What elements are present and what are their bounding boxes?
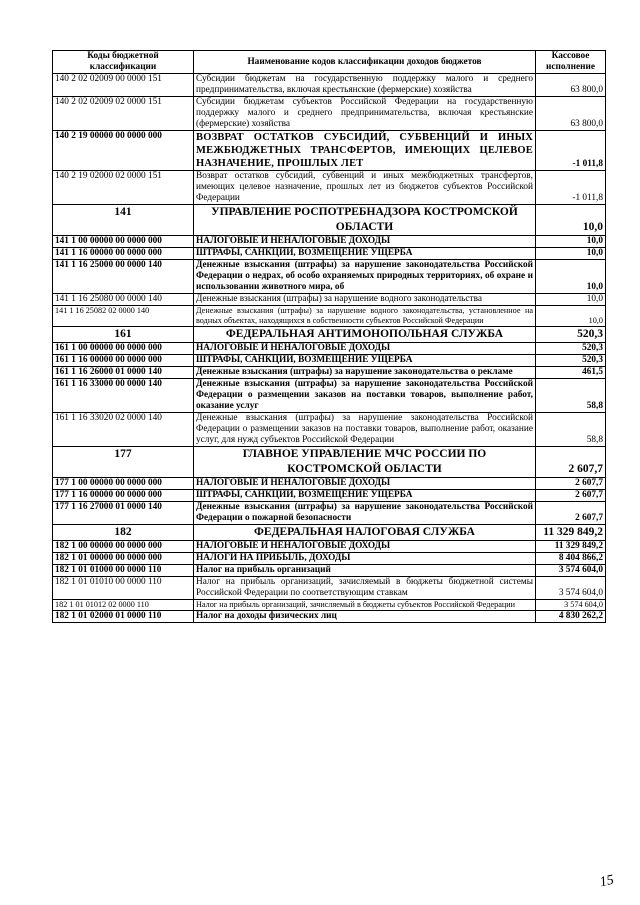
row-amount: 3 574 604,0 — [536, 565, 606, 577]
table-row — [53, 248, 606, 260]
row-name: ШТРАФЫ, САНКЦИИ, ВОЗМЕЩЕНИЕ УЩЕРБА — [194, 490, 536, 502]
row-amount: 2 607,7 — [536, 490, 606, 502]
row-amount: 3 574 604,0 — [536, 600, 606, 611]
row-name: Возврат остатков субсидий, субвенций и иных межбюджетных трансфертов, имеющих целевое назначение, прошлых лет из бюджетов субъектов Российской Федерации — [194, 171, 536, 205]
table-row — [53, 502, 606, 525]
table-row — [53, 327, 606, 343]
row-name: Субсидии бюджетам на государственную поддержку малого и среднего предпринимательства, включая крестьянские (фермерские) хозяйства — [194, 74, 536, 97]
row-amount: 8 404 866,2 — [536, 553, 606, 565]
row-amount: 10,0 — [536, 248, 606, 260]
row-amount: 11 329 849,2 — [536, 525, 606, 541]
row-name: Налог на прибыль организаций, зачисляемый в бюджеты субъектов Российской Федерации — [194, 600, 536, 611]
row-code: 141 1 16 25080 00 0000 140 — [53, 294, 194, 306]
row-amount: 10,0 — [536, 260, 606, 294]
row-name: ГЛАВНОЕ УПРАВЛЕНИЕ МЧС РОССИИ ПО КОСТРОМСКОЙ ОБЛАСТИ — [194, 447, 536, 478]
row-amount: 63 800,0 — [536, 97, 606, 131]
row-code: 182 1 01 01012 02 0000 110 — [53, 600, 194, 611]
row-code: 182 1 00 00000 00 0000 000 — [53, 541, 194, 553]
row-name: Налог на прибыль организаций — [194, 565, 536, 577]
row-name: Денежные взыскания (штрафы) за нарушение водного законодательства, установленное на водных объектах, находящихся в собственности субъектов Российской Федерации — [194, 306, 536, 327]
table-row — [53, 294, 606, 306]
row-amount: 2 607,7 — [536, 447, 606, 478]
row-code: 161 1 16 33000 00 0000 140 — [53, 379, 194, 413]
row-name: НАЛОГОВЫЕ И НЕНАЛОГОВЫЕ ДОХОДЫ — [194, 478, 536, 490]
row-name: Денежные взыскания (штрафы) за нарушение законодательства о рекламе — [194, 367, 536, 379]
row-code: 177 1 16 00000 00 0000 000 — [53, 490, 194, 502]
row-amount: 10,0 — [536, 205, 606, 236]
table-row — [53, 413, 606, 447]
row-amount: 2 607,7 — [536, 478, 606, 490]
row-code: 141 1 16 25000 00 0000 140 — [53, 260, 194, 294]
row-code: 182 1 01 01010 00 0000 110 — [53, 577, 194, 600]
row-name: УПРАВЛЕНИЕ РОСПОТРЕБНАДЗОРА КОСТРОМСКОЙ ОБЛАСТИ — [194, 205, 536, 236]
table-row — [53, 447, 606, 478]
row-amount: 520,3 — [536, 327, 606, 343]
budget-revenue-table — [52, 50, 606, 623]
row-code: 161 1 00 00000 00 0000 000 — [53, 343, 194, 355]
table-row — [53, 541, 606, 553]
table-row — [53, 490, 606, 502]
row-code: 140 2 19 00000 00 0000 000 — [53, 131, 194, 171]
table-row — [53, 171, 606, 205]
row-name: НАЛОГОВЫЕ И НЕНАЛОГОВЫЕ ДОХОДЫ — [194, 343, 536, 355]
table-row — [53, 553, 606, 565]
row-code: 141 — [53, 205, 194, 236]
row-code: 182 1 01 00000 00 0000 000 — [53, 553, 194, 565]
row-code: 140 2 02 02009 00 0000 151 — [53, 74, 194, 97]
table-body — [53, 74, 606, 623]
table-row — [53, 611, 606, 623]
row-amount: 3 574 604,0 — [536, 577, 606, 600]
row-name: ВОЗВРАТ ОСТАТКОВ СУБСИДИЙ, СУБВЕНЦИЙ И ИНЫХ МЕЖБЮДЖЕТНЫХ ТРАНСФЕРТОВ, ИМЕЮЩИХ ЦЕЛЕВОЕ НАЗНАЧЕНИЕ, ПРОШЛЫХ ЛЕТ — [194, 131, 536, 171]
header-code: Коды бюджетной классификации — [53, 51, 194, 74]
row-code: 177 1 00 00000 00 0000 000 — [53, 478, 194, 490]
table-row — [53, 343, 606, 355]
row-code: 182 1 01 01000 00 0000 110 — [53, 565, 194, 577]
row-amount: 10,0 — [536, 236, 606, 248]
table-header — [53, 51, 606, 74]
row-name: Денежные взыскания (штрафы) за нарушение водного законодательства — [194, 294, 536, 306]
row-amount: 58,8 — [536, 379, 606, 413]
header-amount: Кассовое исполнение — [536, 51, 606, 74]
row-name: Налог на прибыль организаций, зачисляемый в бюджеты бюджетной системы Российской Федерации по соответствующим ставкам — [194, 577, 536, 600]
table-row — [53, 367, 606, 379]
row-name: Денежные взыскания (штрафы) за нарушение законодательства Российской Федерации о размещении заказов на поставки товаров, выполнение работ, оказание услуг — [194, 379, 536, 413]
row-code: 182 — [53, 525, 194, 541]
row-code: 140 2 02 02009 02 0000 151 — [53, 97, 194, 131]
table-row — [53, 260, 606, 294]
row-amount: 63 800,0 — [536, 74, 606, 97]
table-row — [53, 379, 606, 413]
row-code: 141 1 00 00000 00 0000 000 — [53, 236, 194, 248]
table-row — [53, 525, 606, 541]
row-amount: 2 607,7 — [536, 502, 606, 525]
row-code: 161 1 16 33020 02 0000 140 — [53, 413, 194, 447]
row-amount: -1 011,8 — [536, 131, 606, 171]
row-amount: 58,8 — [536, 413, 606, 447]
row-amount: 4 830 262,2 — [536, 611, 606, 623]
page-number: 15 — [598, 872, 616, 891]
table-row — [53, 74, 606, 97]
table-row — [53, 565, 606, 577]
table-row — [53, 355, 606, 367]
table-row — [53, 236, 606, 248]
row-code: 161 — [53, 327, 194, 343]
row-name: НАЛОГИ НА ПРИБЫЛЬ, ДОХОДЫ — [194, 553, 536, 565]
row-name: Налог на доходы физических лиц — [194, 611, 536, 623]
row-name: Денежные взыскания (штрафы) за нарушение законодательства Российской Федерации о пожарной безопасности — [194, 502, 536, 525]
table-row — [53, 600, 606, 611]
row-name: НАЛОГОВЫЕ И НЕНАЛОГОВЫЕ ДОХОДЫ — [194, 236, 536, 248]
row-amount: 10,0 — [536, 294, 606, 306]
row-code: 161 1 16 00000 00 0000 000 — [53, 355, 194, 367]
table-row — [53, 478, 606, 490]
row-name: ФЕДЕРАЛЬНАЯ НАЛОГОВАЯ СЛУЖБА — [194, 525, 536, 541]
table-row — [53, 577, 606, 600]
row-amount: 461,5 — [536, 367, 606, 379]
row-name: ШТРАФЫ, САНКЦИИ, ВОЗМЕЩЕНИЕ УЩЕРБА — [194, 248, 536, 260]
row-name: Денежные взыскания (штрафы) за нарушение законодательства Российской Федерации о недрах, об особо охраняемых природных территориях, об охране и использовании животного мира, об — [194, 260, 536, 294]
table-row — [53, 205, 606, 236]
row-code: 141 1 16 25082 02 0000 140 — [53, 306, 194, 327]
row-amount: 10,0 — [536, 306, 606, 327]
table-row — [53, 306, 606, 327]
row-code: 140 2 19 02000 02 0000 151 — [53, 171, 194, 205]
row-code: 141 1 16 00000 00 0000 000 — [53, 248, 194, 260]
table-row — [53, 97, 606, 131]
row-amount: 520,3 — [536, 343, 606, 355]
row-name: ШТРАФЫ, САНКЦИИ, ВОЗМЕЩЕНИЕ УЩЕРБА — [194, 355, 536, 367]
header-name: Наименование кодов классификации доходов бюджетов — [194, 51, 536, 74]
row-amount: 520,3 — [536, 355, 606, 367]
row-name: Денежные взыскания (штрафы) за нарушение законодательства Российской Федерации о размещении заказов на поставки товаров, выполнение работ, оказание услуг, для нужд субъектов Российской Федерации — [194, 413, 536, 447]
row-code: 177 1 16 27000 01 0000 140 — [53, 502, 194, 525]
row-code: 182 1 01 02000 01 0000 110 — [53, 611, 194, 623]
row-name: ФЕДЕРАЛЬНАЯ АНТИМОНОПОЛЬНАЯ СЛУЖБА — [194, 327, 536, 343]
row-amount: -1 011,8 — [536, 171, 606, 205]
row-name: НАЛОГОВЫЕ И НЕНАЛОГОВЫЕ ДОХОДЫ — [194, 541, 536, 553]
row-name: Субсидии бюджетам субъектов Российской Федерации на государственную поддержку малого и среднего предпринимательства, включая крестьянские (фермерские) хозяйства — [194, 97, 536, 131]
row-code: 177 — [53, 447, 194, 478]
row-code: 161 1 16 26000 01 0000 140 — [53, 367, 194, 379]
table-row — [53, 131, 606, 171]
row-amount: 11 329 849,2 — [536, 541, 606, 553]
